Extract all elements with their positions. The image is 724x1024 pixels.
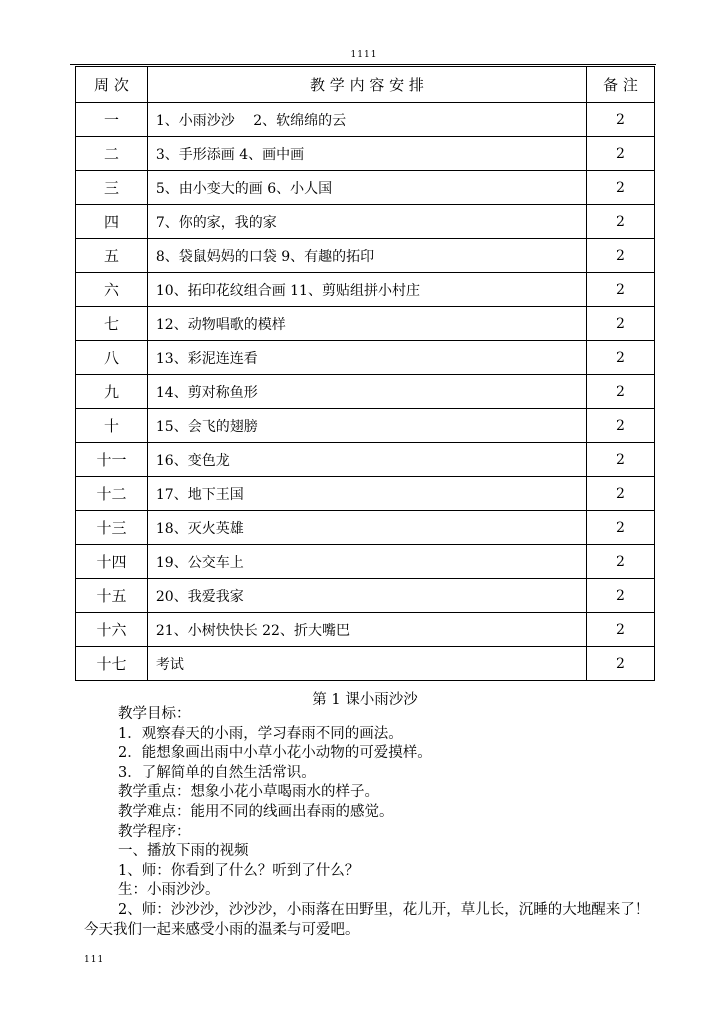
content-cell: 7、你的家，我的家	[147, 205, 586, 239]
note-cell: 2	[587, 511, 655, 545]
content-cell: 19、公交车上	[147, 545, 586, 579]
content-cell: 15、会飞的翅膀	[147, 409, 586, 443]
week-cell: 十一	[76, 443, 148, 477]
table-row	[76, 341, 655, 375]
note-cell: 2	[587, 647, 655, 681]
table-row	[76, 239, 655, 273]
note-cell: 2	[587, 341, 655, 375]
content-cell: 1、小雨沙沙 2、软绵绵的云	[147, 103, 586, 137]
content-cell: 8、袋鼠妈妈的口袋 9、有趣的拓印	[147, 239, 586, 273]
table-row	[76, 647, 655, 681]
week-cell: 一	[76, 103, 148, 137]
note-cell: 2	[587, 171, 655, 205]
week-cell: 八	[76, 341, 148, 375]
table-row	[76, 171, 655, 205]
lesson-body	[84, 705, 658, 940]
week-cell: 六	[76, 273, 148, 307]
note-cell: 2	[587, 273, 655, 307]
content-cell: 17、地下王国	[147, 477, 586, 511]
table-row	[76, 205, 655, 239]
table-body	[76, 103, 655, 681]
note-cell: 2	[587, 307, 655, 341]
content-cell: 14、剪对称鱼形	[147, 375, 586, 409]
week-cell: 四	[76, 205, 148, 239]
content-cell: 12、动物唱歌的模样	[147, 307, 586, 341]
table-row	[76, 103, 655, 137]
lesson-line: 教学难点：能用不同的线画出春雨的感觉。	[118, 803, 394, 820]
lesson-line: 1、师：你看到了什么？听到了什么？	[118, 862, 360, 879]
header-rule	[70, 64, 656, 65]
note-cell: 2	[587, 375, 655, 409]
week-cell: 十六	[76, 613, 148, 647]
table-row	[76, 375, 655, 409]
content-cell: 5、由小变大的画 6、小人国	[147, 171, 586, 205]
content-cell: 21、小树快快长 22、折大嘴巴	[147, 613, 586, 647]
note-cell: 2	[587, 613, 655, 647]
content-cell: 10、拓印花纹组合画 11、剪贴组拼小村庄	[147, 273, 586, 307]
week-cell: 七	[76, 307, 148, 341]
content-cell: 考试	[147, 647, 586, 681]
schedule-table	[75, 66, 655, 681]
note-column-header: 备 注	[587, 67, 655, 103]
week-cell: 九	[76, 375, 148, 409]
week-cell: 三	[76, 171, 148, 205]
note-cell: 2	[587, 443, 655, 477]
table-row	[76, 307, 655, 341]
lesson-line: 教学重点：想象小花小草喝雨水的样子。	[118, 784, 379, 801]
note-cell: 2	[587, 477, 655, 511]
week-cell: 十三	[76, 511, 148, 545]
lesson-line: 生：小雨沙沙。	[118, 882, 220, 899]
note-cell: 2	[587, 103, 655, 137]
note-cell: 2	[587, 205, 655, 239]
lesson-line: 教学程序：	[118, 823, 191, 840]
lesson-line: 教学目标：	[118, 706, 191, 722]
page-header: 1111	[350, 50, 378, 60]
table-row	[76, 477, 655, 511]
table-row	[76, 613, 655, 647]
content-column-header: 教 学 内 容 安 排	[147, 67, 586, 103]
note-cell: 2	[587, 239, 655, 273]
table-header-row	[76, 67, 655, 103]
lesson-title: 第 1 课小雨沙沙	[312, 692, 418, 708]
table-row	[76, 409, 655, 443]
table-row	[76, 273, 655, 307]
week-cell: 十	[76, 409, 148, 443]
lesson-line: 一、播放下雨的视频	[118, 843, 249, 860]
lesson-line: 1．观察春天的小雨，学习春雨不同的画法。	[118, 725, 403, 742]
note-cell: 2	[587, 545, 655, 579]
lesson-line: 2．能想象画出雨中小草小花小动物的可爱摸样。	[118, 745, 432, 762]
content-cell: 18、灭火英雄	[147, 511, 586, 545]
content-cell: 3、手形添画 4、画中画	[147, 137, 586, 171]
table-row	[76, 579, 655, 613]
week-cell: 五	[76, 239, 148, 273]
content-cell: 16、变色龙	[147, 443, 586, 477]
table-row	[76, 545, 655, 579]
week-cell: 十二	[76, 477, 148, 511]
week-cell: 十五	[76, 579, 148, 613]
lesson-paragraph: 2、师：沙沙沙，沙沙沙，小雨落在田野里，花儿开，草儿长，沉睡的大地醒来了！今天我们一起来感受小雨的温柔与可爱吧。	[84, 901, 650, 938]
table-row	[76, 511, 655, 545]
note-cell: 2	[587, 137, 655, 171]
week-cell: 二	[76, 137, 148, 171]
content-cell: 20、我爱我家	[147, 579, 586, 613]
table-row	[76, 137, 655, 171]
week-column-header: 周 次	[76, 67, 148, 103]
week-cell: 十四	[76, 545, 148, 579]
week-cell: 十七	[76, 647, 148, 681]
note-cell: 2	[587, 579, 655, 613]
content-cell: 13、彩泥连连看	[147, 341, 586, 375]
note-cell: 2	[587, 409, 655, 443]
page-footer: 111	[84, 955, 105, 965]
lesson-line: 3．了解简单的自然生活常识。	[118, 764, 316, 781]
table-row	[76, 443, 655, 477]
